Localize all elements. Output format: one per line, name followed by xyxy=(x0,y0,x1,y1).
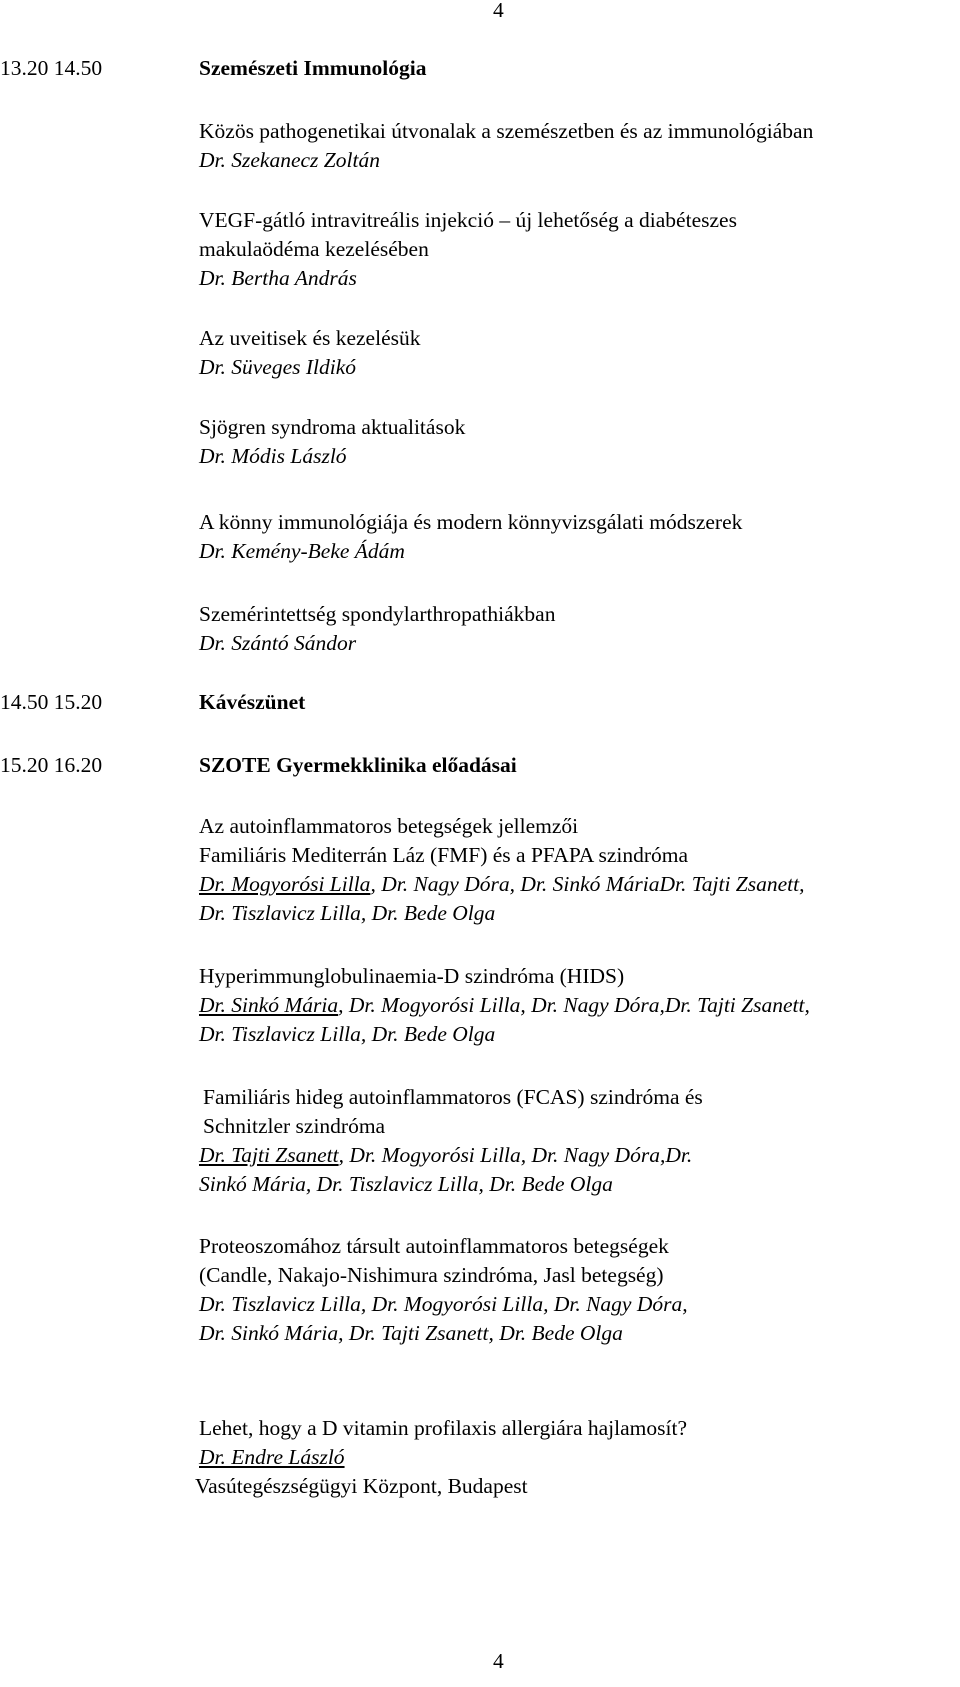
session-title: Kávészünet xyxy=(199,690,306,714)
talk-speaker: Dr. Szekanecz Zoltán xyxy=(199,148,380,172)
talk-authors xyxy=(199,874,804,896)
page-number-bottom: 4 xyxy=(493,1649,504,1673)
talk-title: Hyperimmunglobulinaemia-D szindróma (HIDS) xyxy=(199,964,625,988)
session-title: Szemészeti Immunológia xyxy=(199,56,427,80)
session-time: 13.20 14.50 xyxy=(0,56,103,80)
talk-authors: Dr. Sinkó Mária, Dr. Tajti Zsanett, Dr. Bede Olga xyxy=(199,1321,623,1345)
talk-title: Proteoszomához társult autoinflammatoros betegségek xyxy=(199,1234,669,1258)
co-authors: , Dr. Mogyorósi Lilla, Dr. Nagy Dóra,Dr. Tajti Zsanett, xyxy=(338,993,810,1017)
talk-speaker: Dr. Endre László xyxy=(199,1445,345,1469)
talk-affiliation: Vasútegészségügyi Központ, Budapest xyxy=(195,1474,528,1498)
talk-speaker: Dr. Szántó Sándor xyxy=(199,631,357,655)
talk-authors xyxy=(199,1145,692,1167)
presenting-author: Dr. Tajti Zsanett xyxy=(199,1143,339,1167)
talk-title: Az autoinflammatoros betegségek jellemzői xyxy=(199,814,579,838)
session-time: 15.20 16.20 xyxy=(0,753,103,777)
session-time: 14.50 15.20 xyxy=(0,690,103,714)
co-authors: , Dr. Nagy Dóra, Dr. Sinkó MáriaDr. Tajti Zsanett, xyxy=(370,872,805,896)
talk-title: Az uveitisek és kezelésük xyxy=(199,326,421,350)
talk-authors: Dr. Tiszlavicz Lilla, Dr. Bede Olga xyxy=(199,901,496,925)
talk-title: Familiáris hideg autoinflammatoros (FCAS) szindróma és xyxy=(203,1085,703,1109)
talk-authors: Sinkó Mária, Dr. Tiszlavicz Lilla, Dr. Bede Olga xyxy=(199,1172,613,1196)
talk-speaker: Dr. Kemény-Beke Ádám xyxy=(199,539,405,563)
talk-authors xyxy=(199,995,810,1017)
talk-title: VEGF-gátló intravitreális injekció – új lehetőség a diabéteszes xyxy=(199,208,737,232)
session-title: SZOTE Gyermekklinika előadásai xyxy=(199,753,517,777)
talk-authors: Dr. Tiszlavicz Lilla, Dr. Bede Olga xyxy=(199,1022,496,1046)
talk-speaker: Dr. Bertha András xyxy=(199,266,357,290)
co-authors: , Dr. Mogyorósi Lilla, Dr. Nagy Dóra,Dr. xyxy=(338,1143,693,1167)
talk-title: Szemérintettség spondylarthropathiákban xyxy=(199,602,556,626)
talk-title: A könny immunológiája és modern könnyvizsgálati módszerek xyxy=(199,510,743,534)
talk-authors: Dr. Tiszlavicz Lilla, Dr. Mogyorósi Lilla, Dr. Nagy Dóra, xyxy=(199,1292,688,1316)
talk-title: Familiáris Mediterrán Láz (FMF) és a PFAPA szindróma xyxy=(199,843,689,867)
presenting-author: Dr. Mogyorósi Lilla xyxy=(199,872,371,896)
talk-title: Közös pathogenetikai útvonalak a szemészetben és az immunológiában xyxy=(199,119,814,143)
talk-title: Schnitzler szindróma xyxy=(203,1114,386,1138)
talk-title: Lehet, hogy a D vitamin profilaxis allergiára hajlamosít? xyxy=(199,1416,687,1440)
talk-title: Sjögren syndroma aktualitások xyxy=(199,415,466,439)
presenting-author: Dr. Sinkó Mária xyxy=(199,993,339,1017)
talk-speaker: Dr. Süveges Ildikó xyxy=(199,355,357,379)
talk-speaker: Dr. Módis László xyxy=(199,444,347,468)
talk-title: makulaödéma kezelésében xyxy=(199,237,429,261)
page-number-top: 4 xyxy=(493,0,504,22)
talk-title: (Candle, Nakajo-Nishimura szindróma, Jasl betegség) xyxy=(199,1263,664,1287)
